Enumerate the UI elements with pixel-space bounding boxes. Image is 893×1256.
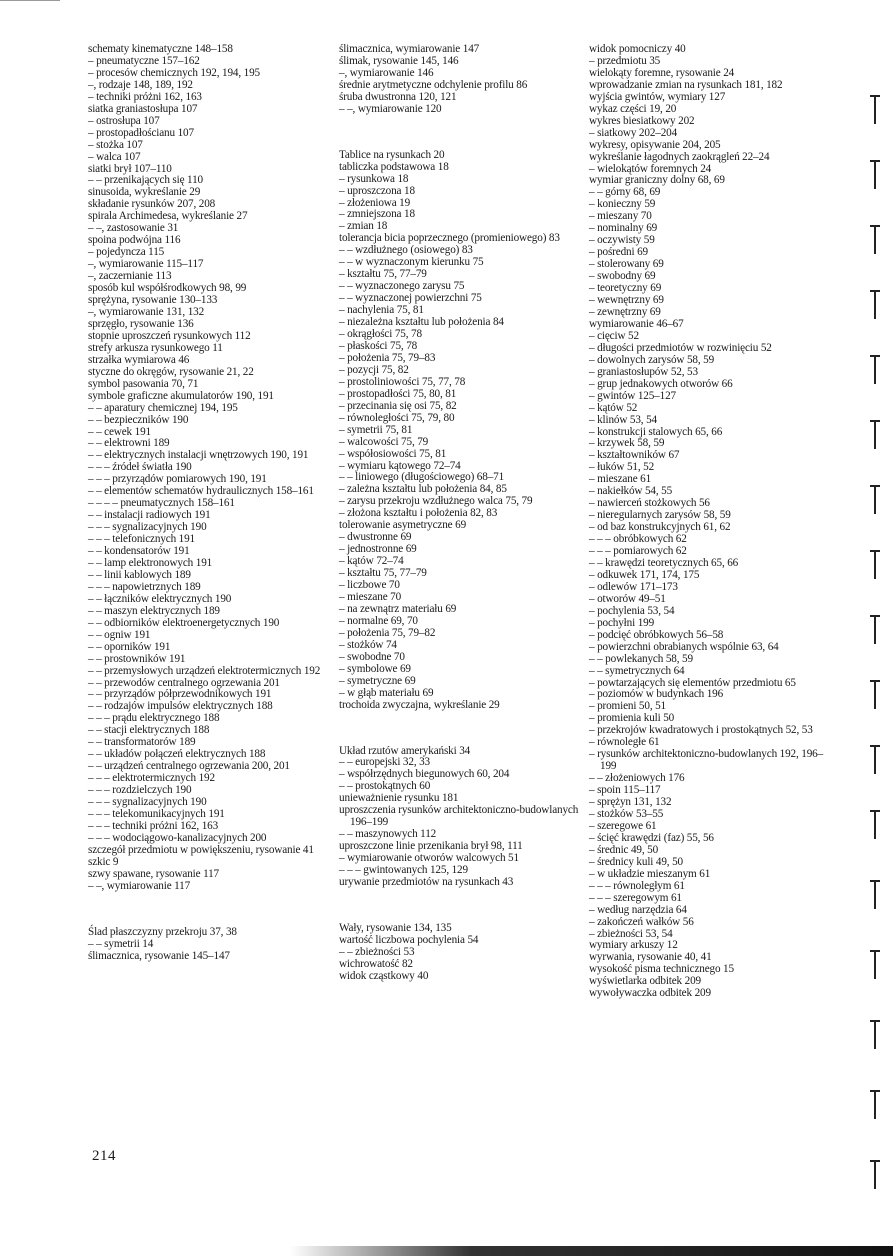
index-entry: szczegół przedmiotu w powiększeniu, rysowanie 41 [88,843,314,856]
index-entry: – przekrojów kwadratowych i prostokątnych 52, 53 [589,724,813,737]
index-entry: – – – sygnalizacyjnych 190 [88,521,207,534]
index-entry: – stożków 53–55 [589,808,664,820]
index-entry: – – elektrowni 189 [88,437,170,450]
index-entry: wykreślanie łagodnych zaokrągleń 22–24 [589,150,770,163]
index-entry: widok pomocniczy 40 [589,43,686,55]
section-gap [339,116,579,150]
index-entry: symbole graficzne akumulatorów 190, 191 [88,389,274,402]
index-entry: – swobodny 69 [589,270,656,283]
index-entry: unieważnienie rysunku 181 [339,792,459,805]
index-entry: – – symetrii 14 [88,937,154,950]
index-entry: – średnic 49, 50 [589,843,659,856]
margin-tick-mark [870,420,880,450]
index-entry: – – oporników 191 [88,640,171,653]
index-entry: – – – – pneumatycznych 158–161 [88,497,235,510]
index-entry: styczne do okręgów, rysowanie 21, 22 [88,365,254,378]
index-entry: – na zewnątrz materiału 69 [339,602,457,615]
index-entry: – przecinania się osi 75, 82 [339,399,457,412]
index-entry: – – cewek 191 [88,425,151,438]
index-entry: – rysunków architektoniczno-budowlanych 192, 196–199 [589,748,824,773]
index-entry: – złożona kształtu i położenia 82, 83 [339,507,498,520]
index-entry: spoina podwójna 116 [88,234,181,247]
index-entry: –, wymiarowanie 146 [339,66,434,79]
index-entry: – swobodne 70 [339,650,405,663]
index-entry: – zależna kształtu lub położenia 84, 85 [339,483,507,496]
index-entry: – zarysu przekroju wzdłużnego walca 75, 79 [339,495,533,508]
index-entry: wymiary arkuszy 12 [589,939,678,952]
index-entry: tabliczka podstawowa 18 [339,160,449,173]
index-entry: wykresy, opisywanie 204, 205 [589,138,721,151]
index-entry: wymiarowanie 46–67 [589,317,684,330]
index-entry: – prostopadłości 75, 80, 81 [339,387,457,400]
index-entry: –, wymiarowanie 115–117 [88,258,204,271]
index-entry: – – – telekomunikacyjnych 191 [88,808,225,820]
index-entry: – – aparatury chemicznej 194, 195 [88,401,238,414]
index-entry: – mieszane 70 [339,590,402,603]
index-entry: uproszczone linie przenikania brył 98, 111 [339,840,523,853]
index-entry: –, zaczernianie 113 [88,270,172,283]
index-entry: wykres biesiatkowy 202 [589,114,695,127]
index-entry: – – przenikających się 110 [88,174,203,187]
margin-tick-mark [870,485,880,515]
index-entry: szkic 9 [88,855,119,868]
index-entry: wysokość pisma technicznego 15 [589,963,734,976]
index-entry: – pochyłni 199 [589,616,655,629]
index-entry: wyrwania, rysowanie 40, 41 [589,951,712,964]
index-entry: wprowadzanie zmian na rysunkach 181, 182 [589,78,783,91]
index-entry: wyjścia gwintów, wymiary 127 [589,90,726,103]
index-entry: – gwintów 125–127 [589,389,676,402]
index-entry: – – lamp elektronowych 191 [88,556,213,569]
index-entry: – położenia 75, 79–83 [339,351,436,364]
index-entry: – promieni 50, 51 [589,700,666,713]
index-entry: – – wyznaczonej powierzchni 75 [339,292,482,305]
index-entry: wywoływaczka odbitek 209 [589,987,711,1000]
index-entry: – szeregowe 61 [589,819,657,832]
index-entry: – symetrii 75, 81 [339,423,413,436]
index-entry: strzałka wymiarowa 46 [88,353,190,366]
index-entry: – odkuwek 171, 174, 175 [589,568,700,581]
index-entry: – sprężyn 131, 132 [589,796,672,809]
index-column-middle [339,44,579,983]
index-entry: schematy kinematyczne 148–158 [88,43,233,55]
index-entry: wykaz części 19, 20 [589,102,677,115]
index-entry: – –, wymiarowanie 117 [88,879,191,892]
index-entry: – powtarzających się elementów przedmiotu 65 [589,676,796,689]
index-entry: – –, zastosowanie 31 [88,222,179,235]
index-entry: – – złożeniowych 176 [589,772,685,785]
index-entry: – długości przedmiotów w rozwinięciu 52 [589,341,772,354]
index-entry: – równoległości 75, 79, 80 [339,411,455,424]
index-entry: – rysunkowa 18 [339,172,409,185]
index-entry: – – rodzajów impulsów elektrycznych 188 [88,700,273,713]
index-entry: – współosiowości 75, 81 [339,447,447,460]
index-entry: – walcowości 75, 79 [339,435,429,448]
index-entry: – – – gwintowanych 125, 129 [339,864,468,877]
index-entry: – – odbiorników elektroenergetycznych 190 [88,616,280,629]
index-entry: siatki brył 107–110 [88,162,172,175]
index-entry: wartość liczbowa pochylenia 54 [339,933,479,946]
index-entry: – odlewów 171–173 [589,580,678,593]
index-entry: spirala Archimedesa, wykreślanie 27 [88,210,248,223]
index-entry: – niezależna kształtu lub położenia 84 [339,316,504,329]
index-entry: – promienia kuli 50 [589,712,675,725]
margin-tick-mark [870,355,880,385]
index-entry: – konstrukcji stalowych 65, 66 [589,425,723,438]
index-entry: – poziomów w budynkach 196 [589,688,724,701]
index-entry: – – liniowego (długościowego) 68–71 [339,471,505,484]
index-entry: – – – pomiarowych 62 [589,545,687,558]
section-gap [339,712,579,746]
section-gap [88,893,328,927]
index-entry: – kształtowników 67 [589,449,680,462]
index-entry: – pozycji 75, 82 [339,363,409,376]
index-entry: – – bezpieczników 190 [88,413,189,426]
index-entry: – – prostowników 191 [88,652,186,665]
index-entry: wielokąty foremne, rysowanie 24 [589,66,735,79]
index-entry: – średnicy kuli 49, 50 [589,855,683,868]
index-entry: – – układów połączeń elektrycznych 188 [88,748,266,761]
margin-tick-mark [870,290,880,320]
index-entry: – procesów chemicznych 192, 194, 195 [88,66,260,79]
index-entry: – kątów 52 [589,401,638,414]
index-entry: – – – równoległym 61 [589,879,685,892]
margin-tick-mark [870,1090,880,1120]
margin-tick-mark [870,95,880,125]
index-entry: tolerowanie asymetryczne 69 [339,519,467,532]
index-entry: szwy spawane, rysowanie 117 [88,867,219,880]
margin-tick-mark [870,225,880,255]
index-entry: – w głąb materiału 69 [339,686,434,699]
index-entry: Układ rzutów amerykański 34 [339,744,471,757]
index-entry: – mieszane 61 [589,473,652,486]
index-entry: – zmian 18 [339,220,388,233]
index-entry: – pneumatyczne 157–162 [88,54,200,67]
index-entry: – położenia 75, 79–82 [339,626,436,639]
index-entry: – wewnętrzny 69 [589,294,664,307]
margin-tick-mark [870,1160,880,1190]
index-entry: – – krawędzi teoretycznych 65, 66 [589,556,739,569]
index-entry: – stożków 74 [339,638,397,651]
index-entry: – równoległe 61 [589,736,660,749]
index-entry: –, rodzaje 148, 189, 192 [88,78,193,91]
index-entry: – – prostokątnych 60 [339,780,431,793]
index-entry: – kątów 72–74 [339,555,404,568]
margin-tick-mark [870,745,880,775]
index-entry: – – – rozdzielczych 190 [88,784,192,797]
index-entry: – – przewodów centralnego ogrzewania 201 [88,676,280,689]
index-entry: – – – prądu elektrycznego 188 [88,712,220,725]
index-entry: strefy arkusza rysunkowego 11 [88,341,223,354]
index-entry: – – elektrycznych instalacji wnętrzowych 190, 191 [88,449,309,462]
index-entry: urywanie przedmiotów na rysunkach 43 [339,876,514,888]
index-entry: – – łączników elektrycznych 190 [88,592,232,605]
margin-tick-mark [870,680,880,710]
index-entry: – – – źródeł światła 190 [88,461,192,474]
index-entry: – – europejski 32, 33 [339,756,430,769]
index-entry: – nawierceń stożkowych 56 [589,497,710,510]
index-entry: – – w wyznaczonym kierunku 75 [339,256,484,269]
index-entry: – – kondensatorów 191 [88,545,190,558]
index-entry: – stolerowany 69 [589,258,664,271]
index-entry: – – instalacji radiowych 191 [88,509,211,522]
index-entry: – – maszynowych 112 [339,828,437,841]
margin-tick-mark [870,160,880,190]
index-entry: – teoretyczny 69 [589,282,662,295]
index-entry: – – elementów schematów hydraulicznych 158–161 [88,485,314,498]
margin-tick-mark [870,550,880,580]
index-entry: uproszczenia rysunków architektoniczno-budowlanych 196–199 [339,804,579,829]
index-entry: – – – sygnalizacyjnych 190 [88,796,207,809]
index-entry: – konieczny 59 [589,198,656,211]
index-entry: ślimacznica, wymiarowanie 147 [339,43,480,55]
index-entry: – – – wodociągowo-kanalizacyjnych 200 [88,831,267,844]
margin-tick-mark [870,950,880,980]
index-entry: – – przemysłowych urządzeń elektrotermicznych 192 [88,664,321,677]
index-entry: – zmniejszona 18 [339,208,415,221]
index-entry: – wielokątów foremnych 24 [589,162,712,175]
index-entry: – – ogniw 191 [88,628,151,641]
index-entry: – łuków 51, 52 [589,461,655,474]
margin-tick-mark [870,615,880,645]
index-entry: –, wymiarowanie 131, 132 [88,305,205,318]
index-entry: – – – techniki próżni 162, 163 [88,819,219,832]
index-entry: – cięciw 52 [589,329,639,342]
index-entry: – –, wymiarowanie 120 [339,102,442,115]
index-entry: – – przyrządów półprzewodnikowych 191 [88,688,272,701]
index-entry: sposób kul współśrodkowych 98, 99 [88,282,247,295]
index-entry: stopnie uproszczeń rysunkowych 112 [88,329,251,342]
index-entry: – stożka 107 [88,138,143,151]
index-entry: – prostoliniowości 75, 77, 78 [339,375,466,388]
index-entry: – prostopadłościanu 107 [88,126,194,139]
index-entry: sinusoida, wykreślanie 29 [88,186,201,199]
index-entry: – – transformatorów 189 [88,736,196,749]
index-entry: – podcięć obróbkowych 56–58 [589,628,724,641]
index-entry: – współrzędnych biegunowych 60, 204 [339,768,510,781]
index-entry: – – – szeregowym 61 [589,891,682,904]
index-entry: – krzywek 58, 59 [589,437,665,450]
index-entry: trochoida zwyczajna, wykreślanie 29 [339,698,500,711]
index-entry: – powierzchni obrabianych wspólnie 63, 64 [589,640,779,653]
index-entry: – – – napowietrznych 189 [88,580,201,593]
index-column-right [589,44,829,1000]
margin-tick-mark [870,810,880,840]
index-entry: widok cząstkowy 40 [339,969,429,982]
index-entry: – – stacji elektrycznych 188 [88,724,210,737]
index-entry: – symetryczne 69 [339,674,416,687]
scan-shadow-bar [290,1246,893,1256]
index-entry: – zbieżności 53, 54 [589,927,673,940]
page-number: 214 [92,1148,116,1164]
index-entry: składanie rysunków 207, 208 [88,198,216,211]
index-entry: ślimak, rysowanie 145, 146 [339,54,459,67]
scan-edge-line [0,0,60,1]
index-entry: – wymiaru kątowego 72–74 [339,459,461,472]
index-entry: symbol pasowania 70, 71 [88,377,199,390]
index-entry: Tablice na rysunkach 20 [339,148,445,161]
index-entry: – pochylenia 53, 54 [589,604,675,617]
index-entry: – kształtu 75, 77–79 [339,268,427,281]
index-entry: – walca 107 [88,150,141,163]
index-entry: – pośredni 69 [589,246,648,259]
index-entry: – ostrosłupa 107 [88,114,160,127]
index-entry: – – linii kablowych 189 [88,568,191,581]
index-entry: – – – elektrotermicznych 192 [88,772,215,785]
index-entry: wichrowatość 82 [339,957,413,970]
index-entry: – normalne 69, 70 [339,614,418,627]
index-entry: – dowolnych zarysów 58, 59 [589,353,715,366]
index-entry: – – wyznaczonego zarysu 75 [339,280,465,293]
section-gap [339,889,579,923]
index-entry: sprężyna, rysowanie 130–133 [88,294,218,307]
index-entry: – – wzdłużnego (osiowego) 83 [339,244,473,257]
index-entry: – zewnętrzny 69 [589,305,661,318]
index-entry: – nominalny 69 [589,222,658,235]
margin-tick-mark [870,1020,880,1050]
index-entry: – klinów 53, 54 [589,413,657,426]
index-entry: – – zbieżności 53 [339,945,415,958]
margin-tick-mark [870,880,880,910]
index-entry: – liczbowe 70 [339,579,400,592]
index-entry: tolerancja bicia poprzecznego (promieniowego) 83 [339,232,560,245]
index-entry: – zakończeń wałków 56 [589,915,694,928]
index-entry: – od baz konstrukcyjnych 61, 62 [589,521,731,534]
index-entry: – graniastosłupów 52, 53 [589,365,698,378]
index-entry: – ścięć krawędzi (faz) 55, 56 [589,831,714,844]
index-entry: – nachylenia 75, 81 [339,304,424,317]
index-entry: – – – przyrządów pomiarowych 190, 191 [88,473,267,486]
index-entry: – okrągłości 75, 78 [339,328,422,341]
index-entry: – techniki próżni 162, 163 [88,90,202,103]
index-entry: – – górny 68, 69 [589,186,661,199]
index-entry: – dwustronne 69 [339,531,412,544]
index-entry: – – urządzeń centralnego ogrzewania 200, 201 [88,760,290,773]
index-column-left [88,44,328,963]
index-entry: Wały, rysowanie 134, 135 [339,921,452,934]
index-entry: wymiar graniczny dolny 68, 69 [589,174,725,187]
index-entry: – pojedyncza 115 [88,246,165,259]
index-entry: – symbolowe 69 [339,662,411,675]
index-entry: – spoin 115–117 [589,784,661,797]
index-entry: – złożeniowa 19 [339,196,411,209]
index-entry: – płaskości 75, 78 [339,339,418,352]
index-entry: – – – obróbkowych 62 [589,533,687,546]
index-entry: – otworów 49–51 [589,592,666,605]
index-entry: – nieregularnych zarysów 58, 59 [589,509,731,522]
index-entry: – – symetrycznych 64 [589,664,685,677]
index-entry: śruba dwustronna 120, 121 [339,90,457,103]
index-entry: ślimacznica, rysowanie 145–147 [88,949,230,962]
index-entry: – – – telefonicznych 191 [88,533,195,546]
index-entry: – jednostronne 69 [339,543,417,556]
index-entry: – przedmiotu 35 [589,54,661,67]
index-entry: wyświetlarka odbitek 209 [589,975,701,988]
index-entry: – mieszany 70 [589,210,652,223]
index-entry: siatka graniastosłupa 107 [88,102,198,115]
index-entry: – wymiarowanie otworów walcowych 51 [339,852,519,865]
index-entry: – siatkowy 202–204 [589,126,678,139]
index-entry: Ślad płaszczyzny przekroju 37, 38 [88,925,237,938]
index-entry: – kształtu 75, 77–79 [339,567,427,580]
index-entry: – – powlekanych 58, 59 [589,652,693,665]
index-entry: – grup jednakowych otworów 66 [589,377,733,390]
index-entry: – w układzie mieszanym 61 [589,867,711,880]
index-entry: – uproszczona 18 [339,184,415,197]
index-entry: – oczywisty 59 [589,234,655,247]
index-entry: – według narzędzia 64 [589,903,687,916]
index-entry: sprzęgło, rysowanie 136 [88,317,194,330]
index-entry: średnie arytmetyczne odchylenie profilu 86 [339,78,528,91]
index-entry: – nakiełków 54, 55 [589,485,673,498]
index-entry: – – maszyn elektrycznych 189 [88,604,220,617]
